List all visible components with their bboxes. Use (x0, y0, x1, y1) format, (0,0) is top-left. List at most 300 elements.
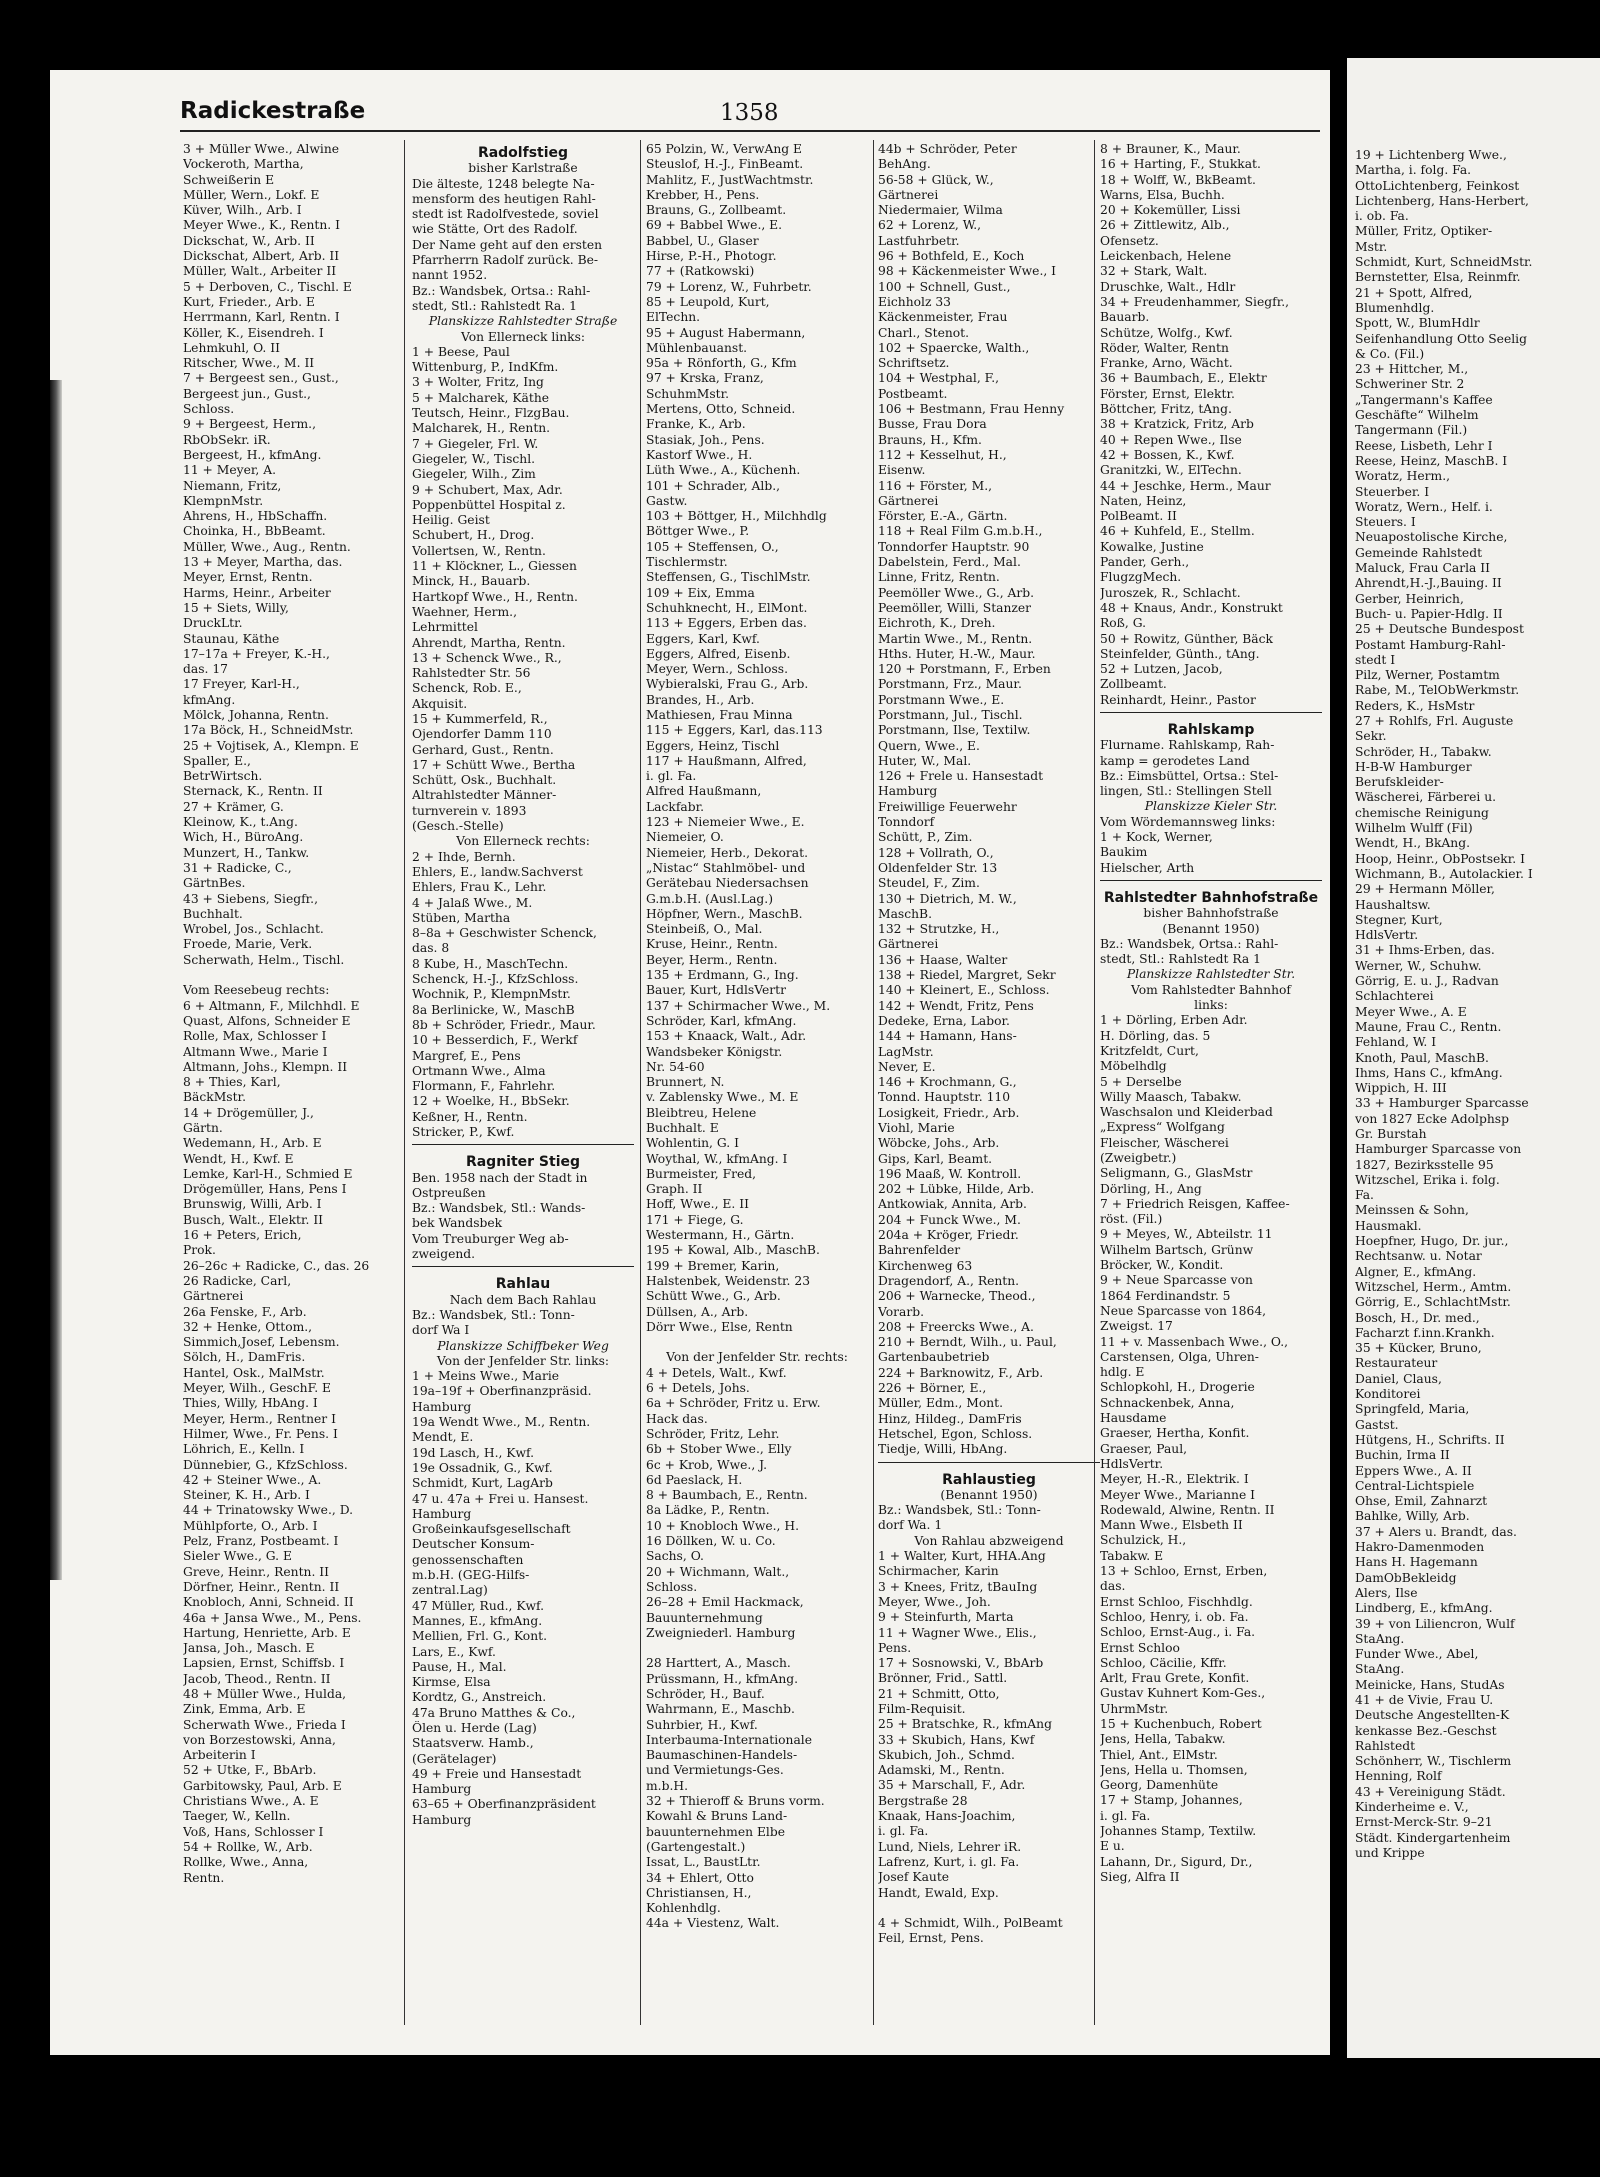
directory-entry: 16 + Harting, F., Stukkat. (1100, 157, 1261, 172)
directory-entry: Maune, Frau C., Rentn. (1355, 1019, 1502, 1034)
section-note: Von Ellerneck rechts: (456, 834, 590, 849)
directory-entry: Bz.: Wandsbek, Stl.: Tonn- (878, 1503, 1041, 1518)
directory-entry: 77 + (Ratkowski) (646, 264, 755, 279)
directory-entry: 15 + Kummerfeld, R., (412, 711, 548, 726)
column-separator (640, 140, 641, 2025)
directory-entry: 42 + Bossen, K., Kwf. (1100, 447, 1235, 462)
directory-entry: Rechtsanw. u. Notar (1355, 1249, 1482, 1264)
directory-entry: 16 + Peters, Erich, (183, 1228, 302, 1243)
directory-entry: 3 + Knees, Fritz, tBauIng (878, 1579, 1038, 1594)
directory-entry: Oldenfelder Str. 13 (878, 860, 998, 875)
directory-entry: 226 + Börner, E., (878, 1381, 987, 1396)
directory-entry: Schloss. (183, 402, 235, 417)
directory-entry: Schubert, H., Drog. (412, 528, 535, 543)
directory-entry: Zink, Emma, Arb. E (183, 1702, 306, 1717)
directory-entry: 19d Lasch, H., Kwf. (412, 1445, 535, 1460)
directory-entry: Malcharek, H., Rentn. (412, 421, 551, 436)
directory-entry: Mühlenbauanst. (646, 340, 748, 355)
directory-entry: Müller, Edm., Mont. (878, 1396, 1003, 1411)
directory-entry: Stasiak, Joh., Pens. (646, 432, 765, 447)
directory-entry (646, 1335, 868, 1350)
directory-entry: 44a + Viestenz, Walt. (646, 1916, 780, 1931)
directory-entry: Förster, Ernst, Elektr. (1100, 386, 1235, 401)
directory-entry: 96 + Bothfeld, E., Koch (878, 249, 1025, 264)
running-head: Radickestraße (180, 98, 366, 124)
directory-entry: 32 + Thieroff & Bruns vorm. (646, 1794, 825, 1809)
directory-entry: 18 + Wolff, W., BkBeamt. (1100, 172, 1256, 187)
directory-entry: 3 + Wolter, Fritz, Ing (412, 375, 544, 390)
directory-entry: Kordtz, G., Anstreich. (412, 1690, 547, 1705)
directory-entry: Peemöller Wwe., G., Arb. (878, 585, 1035, 600)
directory-entry: Flormann, F., Fahrlehr. (412, 1079, 556, 1094)
directory-entry: Bz.: Eimsbüttel, Ortsa.: Stel- (1100, 768, 1279, 783)
directory-entry: Lichtenberg, Hans-Herbert, (1355, 193, 1529, 208)
directory-entry: Schütt, P., Zim. (878, 830, 973, 845)
directory-entry: zentral.Lag) (412, 1583, 488, 1598)
directory-entry: Ahrens, H., HbSchaffn. (183, 509, 328, 524)
directory-entry: „Express“ Wolfgang (1100, 1120, 1225, 1135)
directory-entry: 27 + Rohlfs, Frl. Auguste (1355, 713, 1514, 728)
directory-entry: Graph. II (646, 1182, 703, 1197)
map-reference: Planskizze Rahlstedter Str. (1126, 967, 1296, 982)
directory-entry: Leickenbach, Helene (1100, 249, 1232, 264)
directory-entry: dorf Wa. 1 (878, 1518, 943, 1533)
directory-entry: Schulzick, H., (1100, 1533, 1187, 1548)
directory-entry: 104 + Westphal, F., (878, 371, 1000, 386)
directory-entry: Meyer Wwe., Marianne I (1100, 1487, 1255, 1502)
directory-entry: Brönner, Frid., Sattl. (878, 1671, 1008, 1686)
directory-entry: Postbeamt. (878, 386, 948, 401)
directory-entry: 8 + Thies, Karl, (183, 1075, 281, 1090)
directory-entry: 10 + Besserdich, F., Werkf (412, 1033, 578, 1048)
directory-entry: 34 + Freudenhammer, Siegfr., (1100, 294, 1290, 309)
directory-entry: Ehlers, Frau K., Lehr. (412, 880, 547, 895)
directory-entry: 8 + Baumbach, E., Rentn. (646, 1488, 808, 1503)
directory-entry: Vom Treuburger Weg ab- (412, 1231, 569, 1246)
directory-entry: 208 + Freercks Wwe., A. (878, 1319, 1034, 1334)
directory-entry: Kohlenhdlg. (646, 1901, 721, 1916)
directory-entry: DruckLtr. (183, 616, 243, 631)
directory-entry: Schenck, H.-J., KfzSchloss. (412, 972, 579, 987)
directory-entry: Köller, K., Eisendreh. I (183, 325, 324, 340)
directory-entry: i. gl. Fa. (646, 769, 697, 784)
directory-entry: Hirse, P.-H., Photogr. (646, 249, 777, 264)
directory-entry: 1864 Ferdinandstr. 5 (1100, 1288, 1231, 1303)
directory-entry: Schütt Wwe., G., Arb. (646, 1289, 781, 1304)
directory-entry: 146 + Krochmann, G., (878, 1075, 1017, 1090)
directory-entry: Kirchenweg 63 (878, 1258, 973, 1273)
directory-entry: Henning, Rolf (1355, 1769, 1442, 1784)
directory-entry: Müller, Walt., Arbeiter II (183, 264, 337, 279)
directory-entry: 47 Müller, Rud., Kwf. (412, 1598, 545, 1613)
directory-entry: 20 + Wichmann, Walt., (646, 1564, 790, 1579)
directory-entry: Hths. Huter, H.-W., Maur. (878, 646, 1036, 661)
directory-entry: Rodewald, Alwine, Rentn. II (1100, 1502, 1275, 1517)
directory-entry: 62 + Lorenz, W., (878, 218, 982, 233)
directory-entry: 8a Lädke, P., Rentn. (646, 1503, 770, 1518)
directory-entry: 171 + Fiege, G. (646, 1212, 744, 1227)
directory-entry: Niemann, Fritz, (183, 478, 282, 493)
directory-entry: 118 + Real Film G.m.b.H., (878, 524, 1043, 539)
directory-entry: Schmidt, Kurt, LagArb (412, 1476, 553, 1491)
directory-entry: 25 + Vojtisek, A., Klempn. E (183, 738, 359, 753)
directory-entry: stedt, Stl.: Rahlstedt Ra. 1 (412, 298, 577, 313)
directory-entry: UhrmMstr. (1100, 1701, 1169, 1716)
directory-entry: Ihms, Hans C., kfmAng. (1355, 1065, 1503, 1080)
directory-entry: DamObBekleidg (1355, 1570, 1457, 1585)
directory-entry: Kleinow, K., t.Ang. (183, 815, 298, 830)
directory-entry: Wahrmann, E., Maschb. (646, 1702, 795, 1717)
directory-entry: Steffensen, G., TischlMstr. (646, 570, 811, 585)
directory-entry: 35 + Kücker, Bruno, (1355, 1341, 1482, 1356)
directory-entry: Rahlstedt (1355, 1738, 1416, 1753)
directory-entry: 85 + Leupold, Kurt, (646, 294, 770, 309)
directory-entry: Eggers, Heinz, Tischl (646, 738, 780, 753)
directory-entry: Drögemüller, Hans, Pens I (183, 1182, 347, 1197)
directory-entry: Buchhalt. (183, 906, 243, 921)
directory-entry: Huter, W., Mal. (878, 753, 972, 768)
directory-entry: Bz.: Wandsbek, Stl.: Tonn- (412, 1307, 575, 1322)
directory-entry: Ölen u. Herde (Lag) (412, 1720, 537, 1735)
directory-column-1 (183, 142, 397, 2032)
directory-entry: Görrig, E. u. J., Radvan (1355, 974, 1499, 989)
directory-entry: 42 + Steiner Wwe., A. (183, 1472, 322, 1487)
directory-entry: Schröder, H., Bauf. (646, 1686, 765, 1701)
directory-entry: Lemke, Karl-H., Schmied E (183, 1166, 353, 1181)
directory-entry: Babbel, U., Glaser (646, 233, 759, 248)
directory-entry: Schloo, Henry, i. ob. Fa. (1100, 1609, 1249, 1624)
directory-entry: 195 + Kowal, Alb., MaschB. (646, 1243, 820, 1258)
directory-entry: Josef Kaute (878, 1870, 950, 1885)
directory-entry: 48 + Knaus, Andr., Konstrukt (1100, 600, 1283, 615)
directory-entry: 115 + Eggers, Karl, das.113 (646, 723, 823, 738)
directory-entry: E u. (1100, 1839, 1125, 1854)
directory-entry: Halstenbek, Weidenstr. 23 (646, 1273, 811, 1288)
directory-entry: 9 + Meyes, W., Abteilstr. 11 (1100, 1227, 1273, 1242)
directory-entry: Roß, G. (1100, 616, 1146, 631)
directory-entry: SchuhmMstr. (646, 386, 730, 401)
directory-entry: Johannes Stamp, Textilw. (1100, 1824, 1257, 1839)
directory-entry: Hausdame (1100, 1411, 1167, 1426)
directory-entry: Meyer, Wwe., Joh. (878, 1594, 991, 1609)
directory-entry: 116 + Förster, M., (878, 478, 993, 493)
directory-entry: Hamburg (412, 1812, 472, 1827)
directory-entry: Maluck, Frau Carla II (1355, 561, 1491, 576)
directory-entry: Rolle, Max, Schlosser I (183, 1029, 327, 1044)
directory-entry: Meyer Wwe., K., Rentn. I (183, 218, 340, 233)
section-note: Vom Rahlstedter Bahnhof (1131, 982, 1291, 997)
directory-entry: Ojendorfer Damm 110 (412, 727, 552, 742)
directory-entry: genossenschaften (412, 1552, 524, 1567)
page-number: 1358 (720, 100, 779, 126)
directory-entry: 5 + Derboven, C., Tischl. E (183, 279, 352, 294)
section-rule (412, 1144, 634, 1151)
directory-entry: Daniel, Claus, (1355, 1371, 1442, 1386)
directory-entry: 8b + Schröder, Friedr., Maur. (412, 1017, 596, 1032)
directory-entry: Ostpreußen (412, 1185, 486, 1200)
section-rule (1100, 880, 1322, 887)
directory-entry: 4 + Jalaß Wwe., M. (412, 895, 533, 910)
directory-entry: Porstmann, Jul., Tischl. (878, 707, 1023, 722)
directory-entry: Sölch, H., DamFris. (183, 1350, 306, 1365)
directory-entry: Eisenw. (878, 463, 926, 478)
directory-entry: Springfeld, Maria, (1355, 1402, 1470, 1417)
directory-entry: Naten, Heinz, (1100, 493, 1187, 508)
directory-entry: Sachs, O. (646, 1549, 704, 1564)
directory-entry: Schuhknecht, H., ElMont. (646, 600, 808, 615)
directory-entry: zweigend. (412, 1247, 476, 1262)
directory-entry: Lehrmittel (412, 620, 478, 635)
directory-entry: Meinssen & Sohn, (1355, 1203, 1469, 1218)
directory-entry: Buch- u. Papier-Hdlg. II (1355, 606, 1503, 621)
directory-entry: i. gl. Fa. (878, 1824, 929, 1839)
directory-entry: Garbitowsky, Paul, Arb. E (183, 1778, 342, 1793)
directory-entry: Gärtnerei (878, 187, 939, 202)
directory-entry: Hamburger Sparcasse von (1355, 1142, 1522, 1157)
directory-entry: 17 + Stamp, Johannes, (1100, 1793, 1243, 1808)
directory-entry: Dörling, H., Ang (1100, 1181, 1202, 1196)
directory-entry: Alfred Haußmann, (646, 784, 762, 799)
directory-entry: Flurname. Rahlskamp, Rah- (1100, 738, 1275, 753)
directory-entry: Munzert, H., Tankw. (183, 845, 310, 860)
directory-entry: Berufskleider- (1355, 775, 1444, 790)
directory-entry: Eggers, Alfred, Eisenb. (646, 646, 791, 661)
directory-entry: Gerhard, Gust., Rentn. (412, 742, 554, 757)
directory-column-2 (412, 142, 634, 2032)
directory-entry: Gerätebau Niedersachsen (646, 876, 809, 891)
directory-entry: Wippich, H. III (1355, 1081, 1447, 1096)
directory-entry: Blumenhdlg. (1355, 300, 1435, 315)
directory-entry: kenkasse Bez.-Geschst (1355, 1723, 1497, 1738)
section-note: links: (1194, 998, 1228, 1013)
directory-entry: Jansa, Joh., Masch. E (183, 1641, 315, 1656)
directory-entry: Tabakw. E (1100, 1548, 1164, 1563)
directory-entry: Thies, Willy, HbAng. I (183, 1396, 318, 1411)
directory-entry: (Gesch.-Stelle) (412, 819, 504, 834)
directory-entry: 6a + Schröder, Fritz u. Erw. (646, 1396, 821, 1411)
directory-entry: Meyer, Wern., Schloss. (646, 662, 788, 677)
directory-entry: Linne, Fritz, Rentn. (878, 570, 1000, 585)
directory-entry: Heilig. Geist (412, 513, 490, 528)
directory-entry: Porstmann, Frz., Maur. (878, 677, 1022, 692)
directory-entry: Spaller, E., (183, 753, 251, 768)
section-note: Nach dem Bach Rahlau (449, 1292, 597, 1307)
directory-entry: Bergeest jun., Gust., (183, 386, 311, 401)
directory-entry: 19e Ossadnik, G., Kwf. (412, 1460, 553, 1475)
directory-entry: Hoff, Wwe., E. II (646, 1197, 749, 1212)
directory-entry: Bergeest, H., kfmAng. (183, 447, 322, 462)
section-note: bisher Karlstraße (468, 161, 578, 176)
directory-entry: Der Name geht auf den ersten (412, 237, 603, 252)
directory-entry: Gustav Kuhnert Kom-Ges., (1100, 1686, 1266, 1701)
directory-entry: (Zweigbetr.) (1100, 1151, 1177, 1165)
section-rule (878, 1462, 1100, 1469)
directory-entry: Losigkeit, Friedr., Arb. (878, 1105, 1020, 1120)
directory-entry: Hans H. Hagemann (1355, 1555, 1478, 1570)
directory-entry: Busch, Walt., Elektr. II (183, 1212, 324, 1227)
directory-entry: 117 + Haußmann, Alfred, (646, 753, 807, 768)
directory-entry: 7 + Giegeler, Frl. W. (412, 436, 539, 451)
directory-entry: Reese, Heinz, MaschB. I (1355, 453, 1508, 468)
directory-entry: 7 + Bergeest sen., Gust., (183, 371, 339, 386)
directory-entry: 52 + Lutzen, Jacob, (1100, 662, 1223, 677)
section-rule (412, 1266, 634, 1273)
directory-entry: Wybieralski, Frau G., Arb. (646, 677, 809, 692)
right-paper-sheet (1347, 58, 1600, 2058)
directory-entry: Handt, Ewald, Exp. (878, 1885, 999, 1900)
directory-entry: 128 + Vollrath, O., (878, 845, 994, 860)
directory-entry: 136 + Haase, Walter (878, 952, 1008, 967)
map-reference: Planskizze Kieler Str. (1144, 799, 1278, 814)
directory-entry: Jens, Hella, Tabakw. (1100, 1732, 1226, 1747)
directory-entry: 35 + Marschall, F., Adr. (878, 1778, 1026, 1793)
street-heading: Ragniter Stieg (465, 1155, 581, 1171)
directory-entry: Brauns, H., Kfm. (878, 432, 982, 447)
directory-entry: Bz.: Wandsbek, Stl.: Wands- (412, 1201, 586, 1216)
directory-entry: Städt. Kindergartenheim (1355, 1830, 1511, 1845)
directory-entry: Eichholz 33 (878, 294, 952, 309)
directory-entry: 224 + Barknowitz, F., Arb. (878, 1365, 1044, 1380)
directory-entry: Witzschel, Herm., Amtm. (1355, 1279, 1512, 1294)
directory-entry: Wittenburg, P., IndKfm. (412, 360, 559, 375)
directory-entry: Sternack, K., Rentn. II (183, 784, 323, 799)
directory-entry: Algner, E., kfmAng. (1355, 1264, 1477, 1279)
directory-entry: lingen, Stl.: Stellingen Stell (1100, 784, 1272, 799)
directory-entry: 26 Radicke, Carl, (183, 1273, 292, 1288)
directory-entry: Sieg, Alfra II (1100, 1869, 1180, 1884)
directory-entry: Kinderheime e. V., (1355, 1800, 1469, 1815)
directory-entry: Wichmann, B., Autolackier. I (1355, 866, 1533, 881)
directory-entry: bek Wandsbek (412, 1216, 503, 1231)
directory-entry: Mendt, E. (412, 1430, 474, 1445)
directory-entry: Niedermaier, Wilma (878, 203, 1003, 218)
directory-entry: 9 + Steinfurth, Marta (878, 1610, 1014, 1625)
directory-entry: Vollertsen, W., Rentn. (412, 543, 546, 558)
directory-entry: Scherwath Wwe., Frieda I (183, 1717, 346, 1732)
directory-entry: 19a–19f + Oberfinanzpräsid. (412, 1384, 592, 1399)
directory-entry: Mertens, Otto, Schneid. (646, 402, 796, 417)
street-heading: Rahlskamp (1167, 722, 1255, 738)
directory-entry: H. Dörling, das. 5 (1100, 1028, 1211, 1043)
directory-entry: Interbauma-Internationale (646, 1732, 813, 1747)
directory-entry: röst. (Fil.) (1100, 1212, 1163, 1227)
directory-entry: stedt I (1355, 652, 1396, 667)
directory-entry: Wedemann, H., Arb. E (183, 1136, 322, 1151)
directory-entry: und Vermietungs-Ges. (646, 1763, 784, 1778)
directory-entry: 43 + Vereinigung Städt. (1355, 1784, 1506, 1799)
directory-entry: 44b + Schröder, Peter (878, 142, 1017, 156)
directory-entry: Burmeister, Fred, (646, 1166, 757, 1181)
directory-entry: Pilz, Werner, Postamtm (1355, 668, 1500, 683)
directory-entry: Giegeler, Wilh., Zim (412, 467, 536, 482)
directory-entry: 36 + Baumbach, E., Elektr (1100, 371, 1267, 386)
directory-entry: 95a + Rönforth, G., Kfm (646, 356, 797, 371)
directory-entry: Schweriner Str. 2 (1355, 377, 1465, 392)
directory-entry: Schröder, H., Tabakw. (1355, 744, 1492, 759)
directory-entry: Peemöller, Willi, Stanzer (878, 600, 1032, 615)
directory-entry: Schirmacher, Karin (878, 1564, 999, 1579)
directory-entry: Schmidt, Kurt, SchneidMstr. (1355, 255, 1533, 270)
directory-entry: Rabe, M., TelObWerkmstr. (1355, 683, 1520, 698)
directory-entry: FlugzgMech. (1100, 570, 1182, 585)
directory-entry: Hamburg (412, 1506, 472, 1521)
directory-entry: 17 + Schütt Wwe., Bertha (412, 757, 576, 772)
directory-entry: Westermann, H., Gärtn. (646, 1228, 795, 1243)
directory-entry: Schnackenbek, Anna, (1100, 1395, 1235, 1410)
section-note: Von der Jenfelder Str. links: (436, 1353, 610, 1368)
directory-entry: Akquisit. (412, 696, 468, 711)
directory-entry: 8 Kube, H., MaschTechn. (412, 956, 569, 971)
directory-entry: 31 + Radicke, C., (183, 860, 292, 875)
directory-entry: Skubich, Joh., Schmd. (878, 1747, 1015, 1762)
directory-entry: Quast, Alfons, Schneider E (183, 1013, 351, 1028)
directory-entry: Witzschel, Erika i. folg. (1355, 1172, 1500, 1187)
directory-entry: Meinicke, Hans, StudAs (1355, 1677, 1505, 1692)
directory-entry: Lahann, Dr., Sigurd, Dr., (1100, 1854, 1253, 1869)
directory-entry: Düllsen, A., Arb. (646, 1304, 749, 1319)
directory-entry: Woratz, Herm., (1355, 469, 1451, 484)
directory-entry: 7 + Friedrich Reisgen, Kaffee- (1100, 1196, 1290, 1211)
directory-entry: Brunnert, N. (646, 1075, 725, 1090)
directory-entry: 5 + Derselbe (1100, 1074, 1182, 1089)
directory-entry: Bosch, H., Dr. med., (1355, 1310, 1480, 1325)
directory-entry: Gastw. (646, 493, 688, 508)
directory-entry: Jacob, Theod., Rentn. II (183, 1671, 331, 1686)
directory-entry: 101 + Schrader, Alb., (646, 478, 781, 493)
directory-entry: Görrig, E., SchlachtMstr. (1355, 1295, 1511, 1310)
directory-entry: Christiansen, H., (646, 1885, 752, 1900)
directory-entry: Charl., Stenot. (878, 325, 970, 340)
directory-entry: Carstensen, Olga, Uhren- (1100, 1349, 1259, 1364)
directory-entry: 6 + Detels, Johs. (646, 1381, 750, 1396)
directory-entry: Meyer, Wilh., GeschF. E (183, 1381, 332, 1396)
directory-entry: 1 + Walter, Kurt, HHA.Ang (878, 1549, 1046, 1564)
directory-entry: Pause, H., Mal. (412, 1659, 507, 1674)
directory-entry: 44 + Trinatowsky Wwe., D. (183, 1503, 354, 1518)
directory-entry: 17–17a + Freyer, K.-H., (183, 646, 330, 661)
directory-entry: 130 + Dietrich, M. W., (878, 891, 1017, 906)
directory-entry: Zollbeamt. (1100, 677, 1167, 692)
directory-entry: Bergstraße 28 (878, 1793, 968, 1808)
section-rule (1100, 712, 1322, 719)
directory-entry (646, 1641, 868, 1656)
directory-entry: 41 + de Vivie, Frau U. (1355, 1692, 1494, 1707)
directory-entry: 11 + v. Massenbach Wwe., O., (1100, 1334, 1289, 1349)
directory-entry: 138 + Riedel, Margret, Sekr (878, 968, 1056, 983)
directory-entry: 140 + Kleinert, E., Schloss. (878, 983, 1050, 998)
directory-entry: Froede, Marie, Verk. (183, 937, 313, 952)
directory-entry: Löhrich, E., Kelln. I (183, 1442, 305, 1457)
directory-entry: 52 + Utke, F., BbArb. (183, 1763, 317, 1778)
directory-entry: Stüben, Martha (412, 910, 511, 925)
directory-entry: 126 + Frele u. Hansestadt (878, 769, 1044, 784)
directory-entry: Schloo, Ernst-Aug., i. Fa. (1100, 1625, 1256, 1640)
directory-entry: Bröcker, W., Kondit. (1100, 1258, 1224, 1273)
directory-entry: Prok. (183, 1243, 216, 1258)
directory-entry: Bz.: Wandsbek, Ortsa.: Rahl- (1100, 936, 1279, 951)
directory-entry: 4 + Detels, Walt., Kwf. (646, 1365, 787, 1380)
directory-entry: Scherwath, Helm., Tischl. (183, 952, 345, 967)
directory-entry: v. Zablensky Wwe., M. E (646, 1090, 799, 1105)
directory-entry: Wäscherei, Färberei u. (1355, 790, 1497, 805)
directory-entry: Choinka, H., BbBeamt. (183, 524, 326, 539)
directory-entry: Pfarrherrn Radolf zurück. Be- (412, 253, 599, 268)
directory-entry: BetrWirtsch. (183, 769, 263, 784)
directory-entry: Bahrenfelder (878, 1243, 961, 1258)
directory-entry: 1 + Kock, Werner, (1100, 830, 1213, 845)
directory-entry: 32 + Henke, Ottom., (183, 1319, 313, 1334)
directory-entry: Hetschel, Egon, Schloss. (878, 1426, 1033, 1441)
